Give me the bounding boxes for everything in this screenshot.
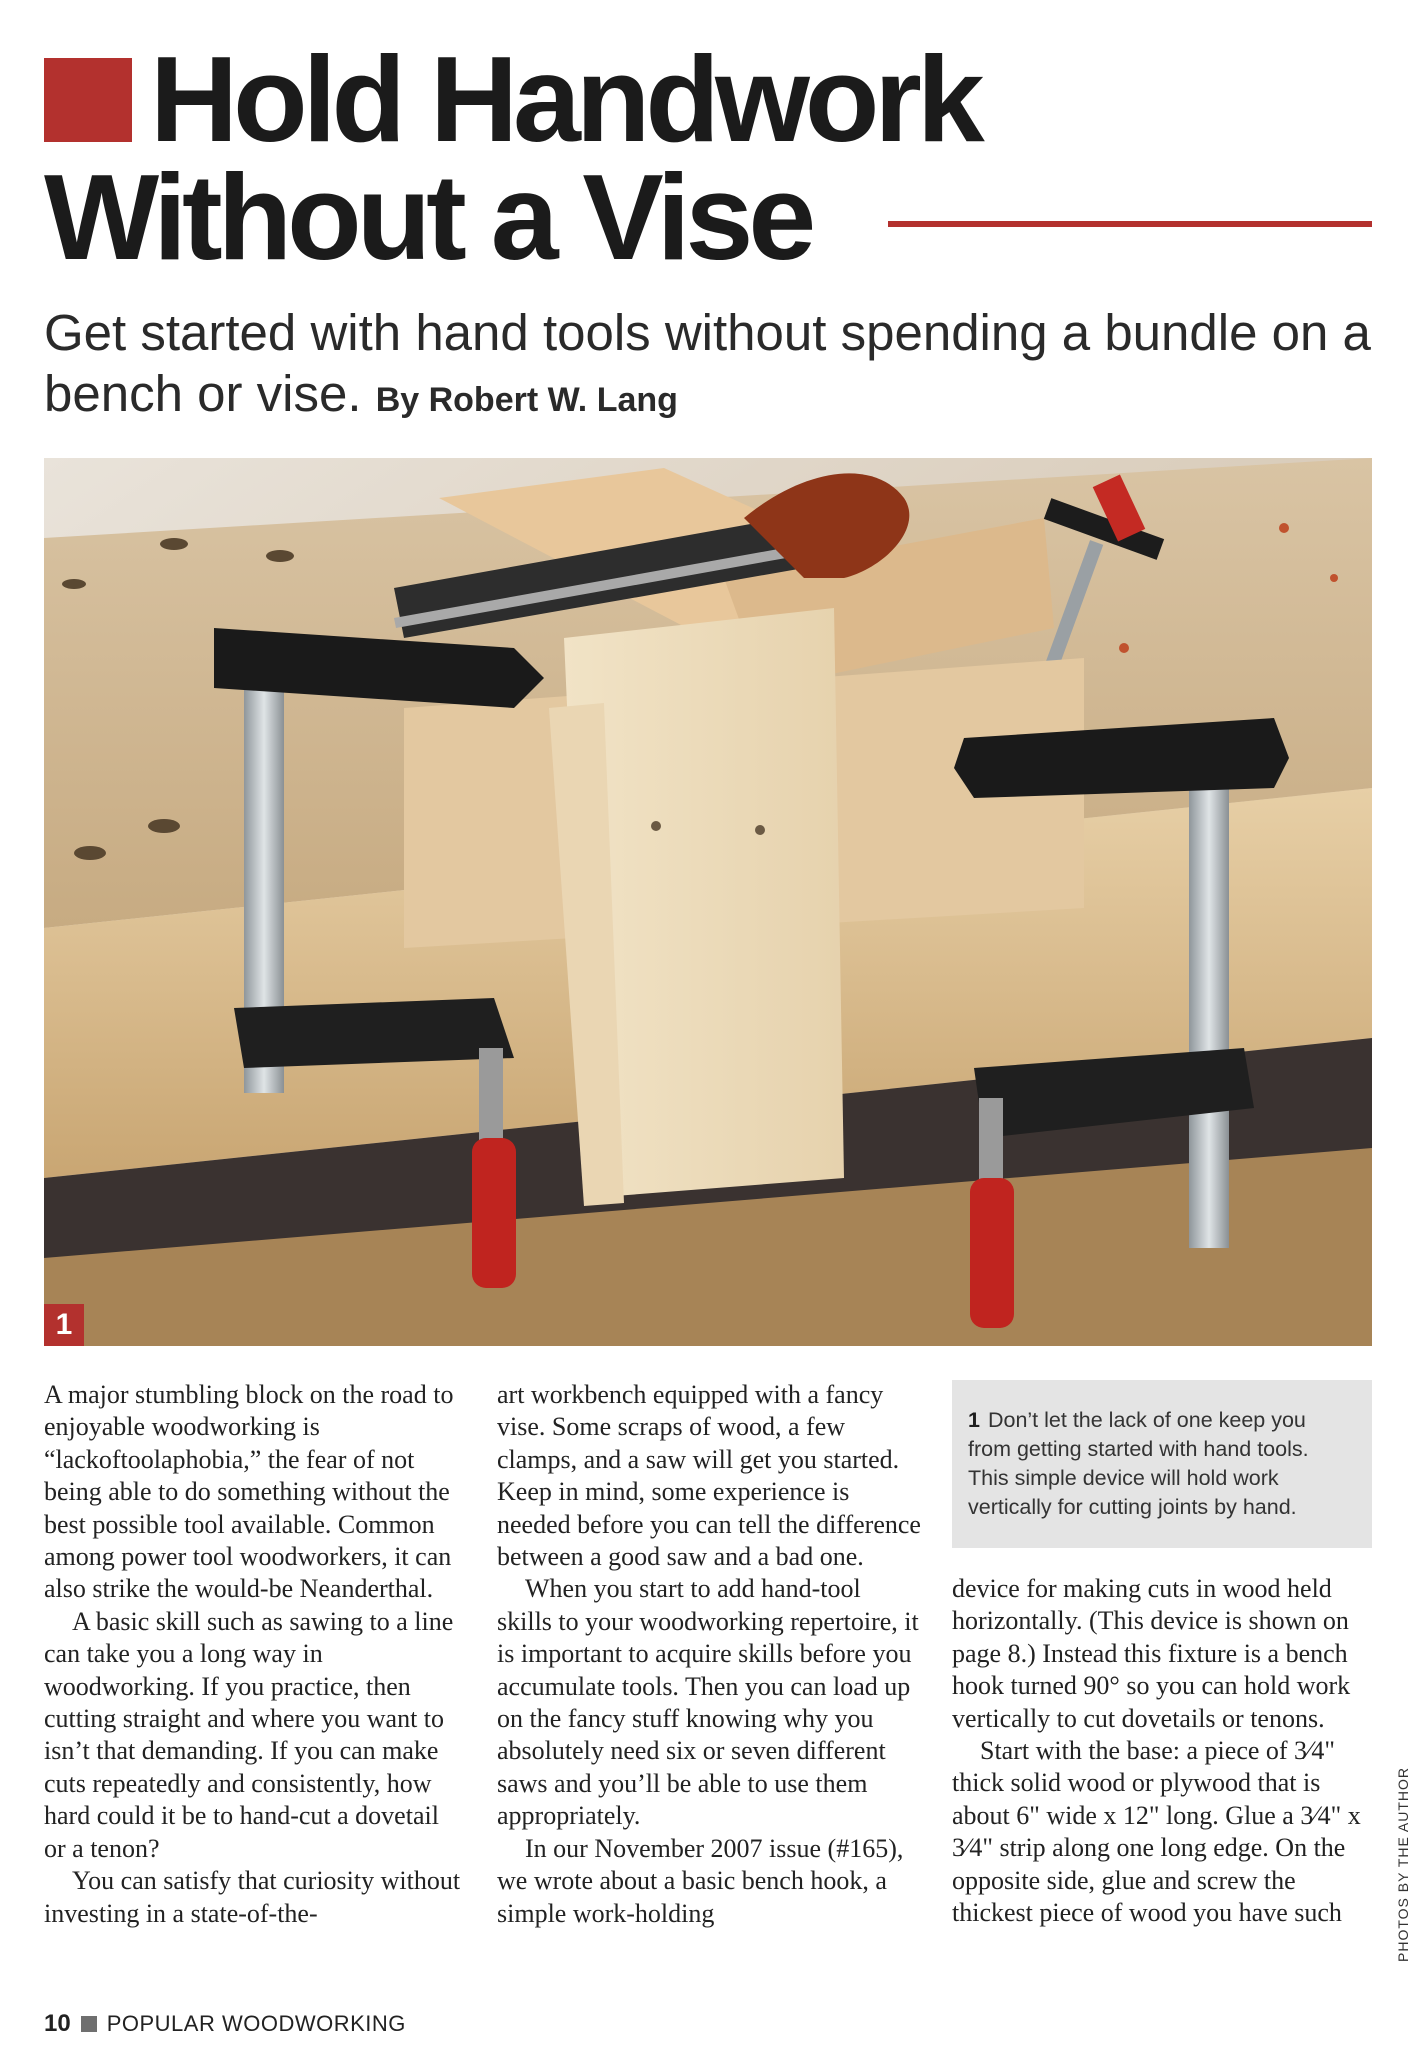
- paragraph: In our November 2007 issue (#165), we wrote about a basic bench hook, a simple work-holding: [497, 1833, 904, 1928]
- workbench-clamp-photo: [44, 458, 1372, 1346]
- paragraph: When you start to add hand-tool skills to your woodworking repertoire, it is important to acquire skills before you accumulate tools. Then you can load up on the fancy stuff knowing why you absolutely need six or seven different saws and you’ll be able to use them appropriately.: [497, 1574, 919, 1831]
- paragraph: A basic skill such as sawing to a line can take you a long way in woodworking. If you practice, then cutting straight and where you want to isn’t that demanding. If you can make cuts repeatedly and consistently, how hard could it be to hand-cut a dovetail or a tenon?: [44, 1606, 454, 1863]
- body-column-2: [497, 1379, 921, 1930]
- photo-number-badge: 1: [44, 1304, 84, 1346]
- magazine-name: POPULAR WOODWORKING: [106, 2011, 406, 2036]
- headline-rule: [888, 221, 1372, 227]
- caption-number: 1: [968, 1408, 980, 1432]
- headline-line-1: Hold Handwork: [150, 31, 980, 167]
- paragraph: art workbench equipped with a fancy vise. Some scraps of wood, a few clamps, and a saw will get you started. Keep in mind, some experience is needed before you can tell the difference between a good saw and a bad one.: [497, 1380, 921, 1572]
- body-column-3: [952, 1573, 1372, 1929]
- page-number: 10: [44, 2010, 71, 2037]
- byline: By Robert W. Lang: [375, 381, 678, 419]
- body-column-1: [44, 1379, 464, 1930]
- headline-line-2: Without a Vise: [44, 149, 812, 285]
- paragraph: You can satisfy that curiosity without investing in a state-of-the-: [44, 1866, 461, 1928]
- deck-text: Get started with hand tools without spending a bundle on a bench or vise.: [44, 304, 1371, 422]
- paragraph: Start with the base: a piece of 3⁄4" thick solid wood or plywood that is about 6" wide x 12" long. Glue a 3⁄4" x 3⁄4" strip along one long edge. On the opposite side, glue and screw the thickest piece of wood you have such: [952, 1736, 1361, 1928]
- article-photo: [44, 458, 1372, 1346]
- paragraph: A major stumbling block on the road to enjoyable woodworking is “lackoftoolaphobia,” the fear of not being able to do something without the best possible tool available. Common among power tool woodworkers, it can also strike the would-be Neanderthal.: [44, 1380, 454, 1604]
- headline-red-square: [44, 58, 132, 142]
- photo-caption: [952, 1380, 1372, 1548]
- paragraph: device for making cuts in wood held horizontally. (This device is shown on page 8.) Instead this fixture is a bench hook turned 90° so you can hold work vertically to cut dovetails or tenons.: [952, 1574, 1351, 1733]
- photo-credit: PHOTOS BY THE AUTHOR: [1395, 1766, 1411, 1962]
- footer-square-icon: [81, 2016, 97, 2032]
- caption-text: Don’t let the lack of one keep you from getting started with hand tools. This simple device will hold work vertically for cutting joints by hand.: [968, 1408, 1309, 1519]
- page-footer: [44, 2010, 406, 2038]
- deck: [44, 302, 1384, 431]
